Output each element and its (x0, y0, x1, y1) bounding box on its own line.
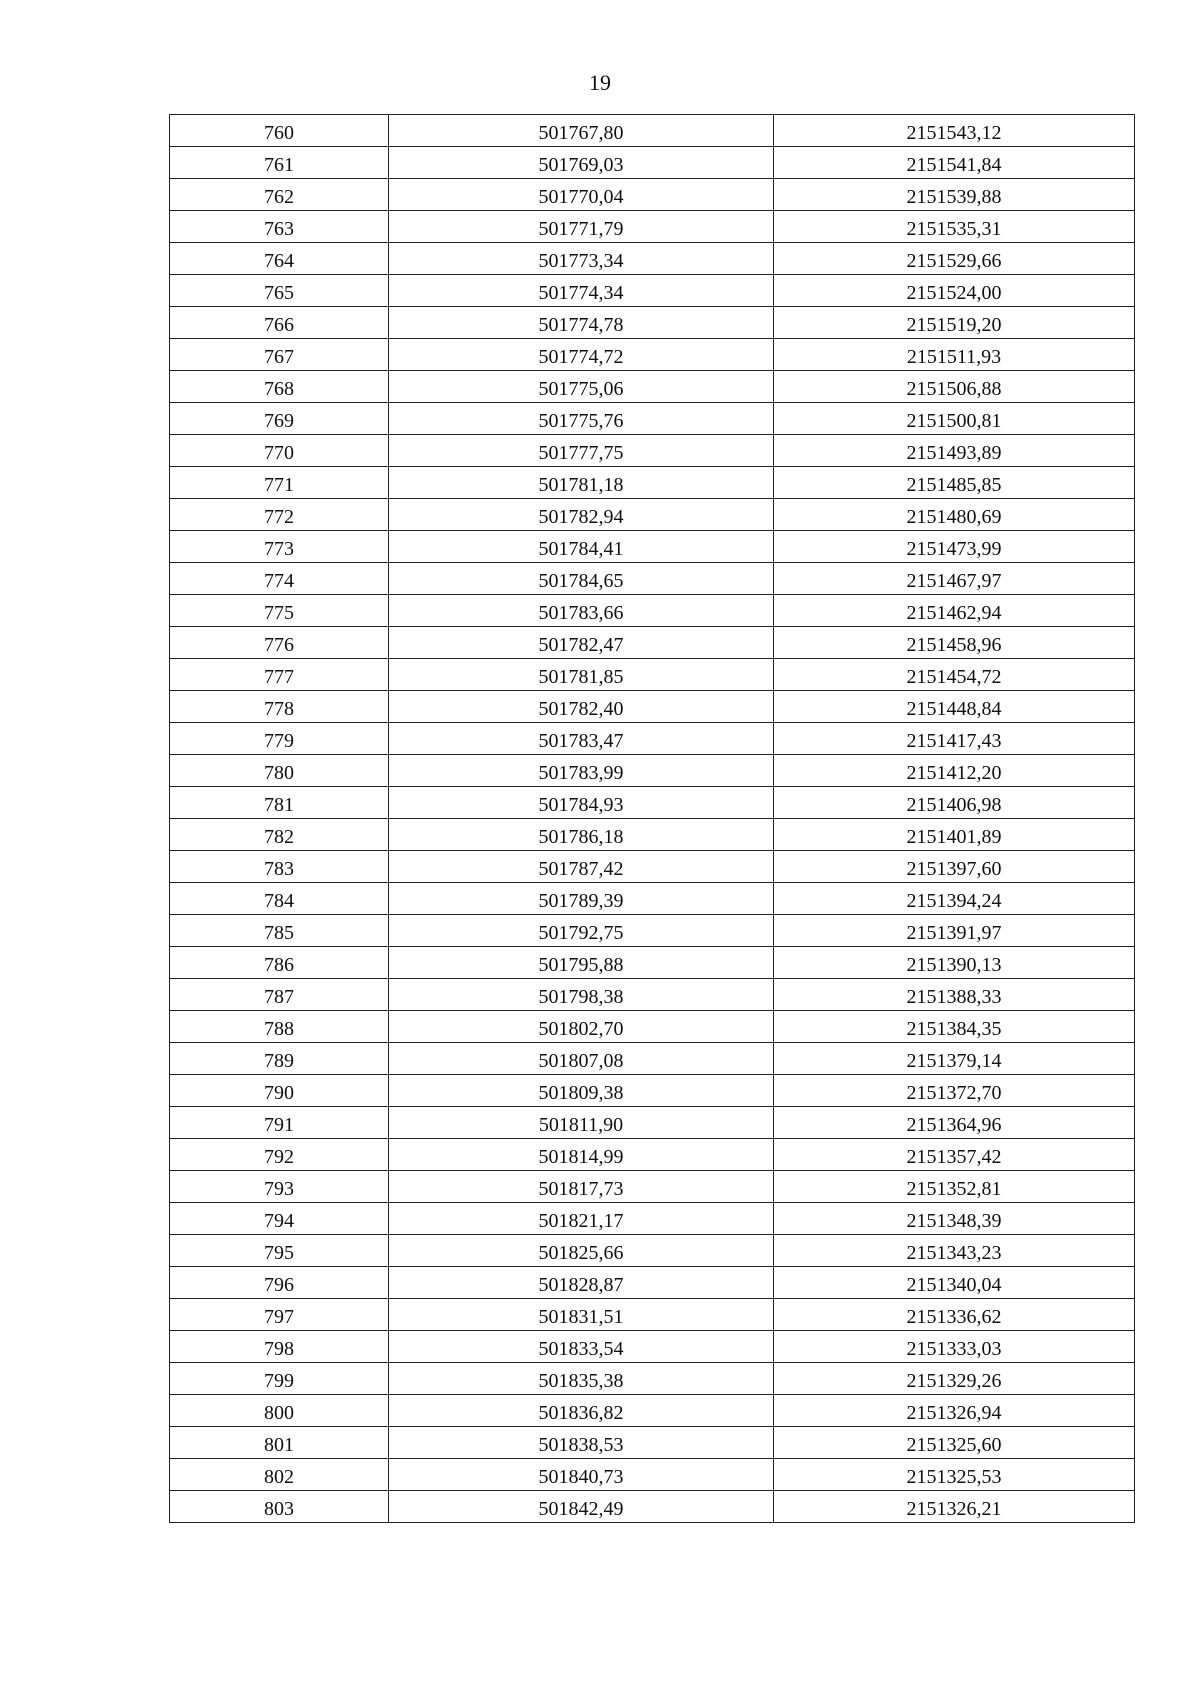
table-row (170, 563, 1135, 595)
x-coordinate-cell: 501814,99 (389, 1139, 774, 1171)
y-coordinate-cell: 2151379,14 (774, 1043, 1135, 1075)
y-coordinate-cell: 2151357,42 (774, 1139, 1135, 1171)
table-row (170, 307, 1135, 339)
point-number-cell: 799 (170, 1363, 389, 1395)
table-row (170, 659, 1135, 691)
point-number-cell: 766 (170, 307, 389, 339)
point-number-cell: 788 (170, 1011, 389, 1043)
point-number-cell: 771 (170, 467, 389, 499)
table-row (170, 1363, 1135, 1395)
table-row (170, 243, 1135, 275)
x-coordinate-cell: 501835,38 (389, 1363, 774, 1395)
point-number-cell: 784 (170, 883, 389, 915)
x-coordinate-cell: 501782,40 (389, 691, 774, 723)
table-row (170, 1043, 1135, 1075)
point-number-cell: 774 (170, 563, 389, 595)
point-number-cell: 791 (170, 1107, 389, 1139)
point-number-cell: 793 (170, 1171, 389, 1203)
point-number-cell: 777 (170, 659, 389, 691)
x-coordinate-cell: 501784,41 (389, 531, 774, 563)
point-number-cell: 787 (170, 979, 389, 1011)
point-number-cell: 762 (170, 179, 389, 211)
x-coordinate-cell: 501786,18 (389, 819, 774, 851)
y-coordinate-cell: 2151485,85 (774, 467, 1135, 499)
x-coordinate-cell: 501783,47 (389, 723, 774, 755)
y-coordinate-cell: 2151384,35 (774, 1011, 1135, 1043)
y-coordinate-cell: 2151412,20 (774, 755, 1135, 787)
point-number-cell: 770 (170, 435, 389, 467)
table-row (170, 979, 1135, 1011)
table-row (170, 723, 1135, 755)
point-number-cell: 767 (170, 339, 389, 371)
y-coordinate-cell: 2151511,93 (774, 339, 1135, 371)
x-coordinate-cell: 501789,39 (389, 883, 774, 915)
point-number-cell: 783 (170, 851, 389, 883)
y-coordinate-cell: 2151333,03 (774, 1331, 1135, 1363)
point-number-cell: 785 (170, 915, 389, 947)
y-coordinate-cell: 2151352,81 (774, 1171, 1135, 1203)
table-row (170, 1299, 1135, 1331)
y-coordinate-cell: 2151473,99 (774, 531, 1135, 563)
table-row (170, 947, 1135, 979)
x-coordinate-cell: 501817,73 (389, 1171, 774, 1203)
x-coordinate-cell: 501831,51 (389, 1299, 774, 1331)
y-coordinate-cell: 2151406,98 (774, 787, 1135, 819)
y-coordinate-cell: 2151326,21 (774, 1491, 1135, 1523)
x-coordinate-cell: 501833,54 (389, 1331, 774, 1363)
point-number-cell: 763 (170, 211, 389, 243)
x-coordinate-cell: 501783,66 (389, 595, 774, 627)
table-row (170, 115, 1135, 147)
table-row (170, 915, 1135, 947)
x-coordinate-cell: 501795,88 (389, 947, 774, 979)
table-row (170, 1011, 1135, 1043)
x-coordinate-cell: 501781,85 (389, 659, 774, 691)
y-coordinate-cell: 2151343,23 (774, 1235, 1135, 1267)
point-number-cell: 781 (170, 787, 389, 819)
x-coordinate-cell: 501807,08 (389, 1043, 774, 1075)
table-row (170, 179, 1135, 211)
y-coordinate-cell: 2151340,04 (774, 1267, 1135, 1299)
y-coordinate-cell: 2151348,39 (774, 1203, 1135, 1235)
table-row (170, 691, 1135, 723)
table-row (170, 339, 1135, 371)
x-coordinate-cell: 501842,49 (389, 1491, 774, 1523)
point-number-cell: 795 (170, 1235, 389, 1267)
y-coordinate-cell: 2151336,62 (774, 1299, 1135, 1331)
x-coordinate-cell: 501767,80 (389, 115, 774, 147)
table-row (170, 851, 1135, 883)
x-coordinate-cell: 501784,65 (389, 563, 774, 595)
table-row (170, 499, 1135, 531)
y-coordinate-cell: 2151401,89 (774, 819, 1135, 851)
y-coordinate-cell: 2151390,13 (774, 947, 1135, 979)
y-coordinate-cell: 2151417,43 (774, 723, 1135, 755)
y-coordinate-cell: 2151458,96 (774, 627, 1135, 659)
y-coordinate-cell: 2151500,81 (774, 403, 1135, 435)
table-row (170, 1491, 1135, 1523)
x-coordinate-cell: 501781,18 (389, 467, 774, 499)
table-row (170, 787, 1135, 819)
point-number-cell: 792 (170, 1139, 389, 1171)
point-number-cell: 779 (170, 723, 389, 755)
point-number-cell: 782 (170, 819, 389, 851)
point-number-cell: 773 (170, 531, 389, 563)
x-coordinate-cell: 501782,47 (389, 627, 774, 659)
x-coordinate-cell: 501828,87 (389, 1267, 774, 1299)
y-coordinate-cell: 2151391,97 (774, 915, 1135, 947)
y-coordinate-cell: 2151372,70 (774, 1075, 1135, 1107)
point-number-cell: 790 (170, 1075, 389, 1107)
y-coordinate-cell: 2151541,84 (774, 147, 1135, 179)
table-row (170, 403, 1135, 435)
table-row (170, 1203, 1135, 1235)
point-number-cell: 778 (170, 691, 389, 723)
point-number-cell: 780 (170, 755, 389, 787)
y-coordinate-cell: 2151397,60 (774, 851, 1135, 883)
point-number-cell: 764 (170, 243, 389, 275)
x-coordinate-cell: 501792,75 (389, 915, 774, 947)
x-coordinate-cell: 501840,73 (389, 1459, 774, 1491)
table-row (170, 1267, 1135, 1299)
y-coordinate-cell: 2151388,33 (774, 979, 1135, 1011)
table-row (170, 1107, 1135, 1139)
table-row (170, 531, 1135, 563)
table-row (170, 1331, 1135, 1363)
point-number-cell: 776 (170, 627, 389, 659)
table-row (170, 755, 1135, 787)
x-coordinate-cell: 501825,66 (389, 1235, 774, 1267)
y-coordinate-cell: 2151506,88 (774, 371, 1135, 403)
point-number-cell: 769 (170, 403, 389, 435)
y-coordinate-cell: 2151480,69 (774, 499, 1135, 531)
x-coordinate-cell: 501787,42 (389, 851, 774, 883)
x-coordinate-cell: 501770,04 (389, 179, 774, 211)
point-number-cell: 761 (170, 147, 389, 179)
table-row (170, 883, 1135, 915)
y-coordinate-cell: 2151467,97 (774, 563, 1135, 595)
x-coordinate-cell: 501774,78 (389, 307, 774, 339)
table-row (170, 275, 1135, 307)
point-number-cell: 797 (170, 1299, 389, 1331)
x-coordinate-cell: 501774,34 (389, 275, 774, 307)
point-number-cell: 772 (170, 499, 389, 531)
table-row (170, 627, 1135, 659)
x-coordinate-cell: 501783,99 (389, 755, 774, 787)
point-number-cell: 796 (170, 1267, 389, 1299)
table-row (170, 371, 1135, 403)
point-number-cell: 802 (170, 1459, 389, 1491)
point-number-cell: 765 (170, 275, 389, 307)
x-coordinate-cell: 501838,53 (389, 1427, 774, 1459)
table-row (170, 147, 1135, 179)
coordinates-table-body (170, 115, 1135, 1523)
point-number-cell: 803 (170, 1491, 389, 1523)
x-coordinate-cell: 501809,38 (389, 1075, 774, 1107)
point-number-cell: 786 (170, 947, 389, 979)
y-coordinate-cell: 2151448,84 (774, 691, 1135, 723)
table-row (170, 819, 1135, 851)
y-coordinate-cell: 2151325,60 (774, 1427, 1135, 1459)
coordinates-table (169, 114, 1135, 1523)
point-number-cell: 789 (170, 1043, 389, 1075)
y-coordinate-cell: 2151329,26 (774, 1363, 1135, 1395)
table-row (170, 1395, 1135, 1427)
y-coordinate-cell: 2151539,88 (774, 179, 1135, 211)
y-coordinate-cell: 2151364,96 (774, 1107, 1135, 1139)
point-number-cell: 801 (170, 1427, 389, 1459)
y-coordinate-cell: 2151535,31 (774, 211, 1135, 243)
x-coordinate-cell: 501836,82 (389, 1395, 774, 1427)
y-coordinate-cell: 2151529,66 (774, 243, 1135, 275)
x-coordinate-cell: 501782,94 (389, 499, 774, 531)
x-coordinate-cell: 501798,38 (389, 979, 774, 1011)
table-row (170, 595, 1135, 627)
x-coordinate-cell: 501821,17 (389, 1203, 774, 1235)
table-row (170, 1427, 1135, 1459)
x-coordinate-cell: 501802,70 (389, 1011, 774, 1043)
y-coordinate-cell: 2151454,72 (774, 659, 1135, 691)
x-coordinate-cell: 501811,90 (389, 1107, 774, 1139)
table-row (170, 1459, 1135, 1491)
point-number-cell: 800 (170, 1395, 389, 1427)
y-coordinate-cell: 2151326,94 (774, 1395, 1135, 1427)
y-coordinate-cell: 2151519,20 (774, 307, 1135, 339)
table-row (170, 1139, 1135, 1171)
point-number-cell: 760 (170, 115, 389, 147)
x-coordinate-cell: 501775,06 (389, 371, 774, 403)
y-coordinate-cell: 2151462,94 (774, 595, 1135, 627)
table-row (170, 1235, 1135, 1267)
x-coordinate-cell: 501777,75 (389, 435, 774, 467)
x-coordinate-cell: 501775,76 (389, 403, 774, 435)
y-coordinate-cell: 2151325,53 (774, 1459, 1135, 1491)
point-number-cell: 798 (170, 1331, 389, 1363)
page-number: 19 (589, 70, 611, 95)
table-row (170, 1171, 1135, 1203)
x-coordinate-cell: 501773,34 (389, 243, 774, 275)
point-number-cell: 775 (170, 595, 389, 627)
x-coordinate-cell: 501771,79 (389, 211, 774, 243)
x-coordinate-cell: 501784,93 (389, 787, 774, 819)
point-number-cell: 768 (170, 371, 389, 403)
y-coordinate-cell: 2151543,12 (774, 115, 1135, 147)
y-coordinate-cell: 2151394,24 (774, 883, 1135, 915)
x-coordinate-cell: 501769,03 (389, 147, 774, 179)
table-row (170, 467, 1135, 499)
table-row (170, 1075, 1135, 1107)
table-row (170, 211, 1135, 243)
point-number-cell: 794 (170, 1203, 389, 1235)
table-row (170, 435, 1135, 467)
x-coordinate-cell: 501774,72 (389, 339, 774, 371)
y-coordinate-cell: 2151524,00 (774, 275, 1135, 307)
y-coordinate-cell: 2151493,89 (774, 435, 1135, 467)
